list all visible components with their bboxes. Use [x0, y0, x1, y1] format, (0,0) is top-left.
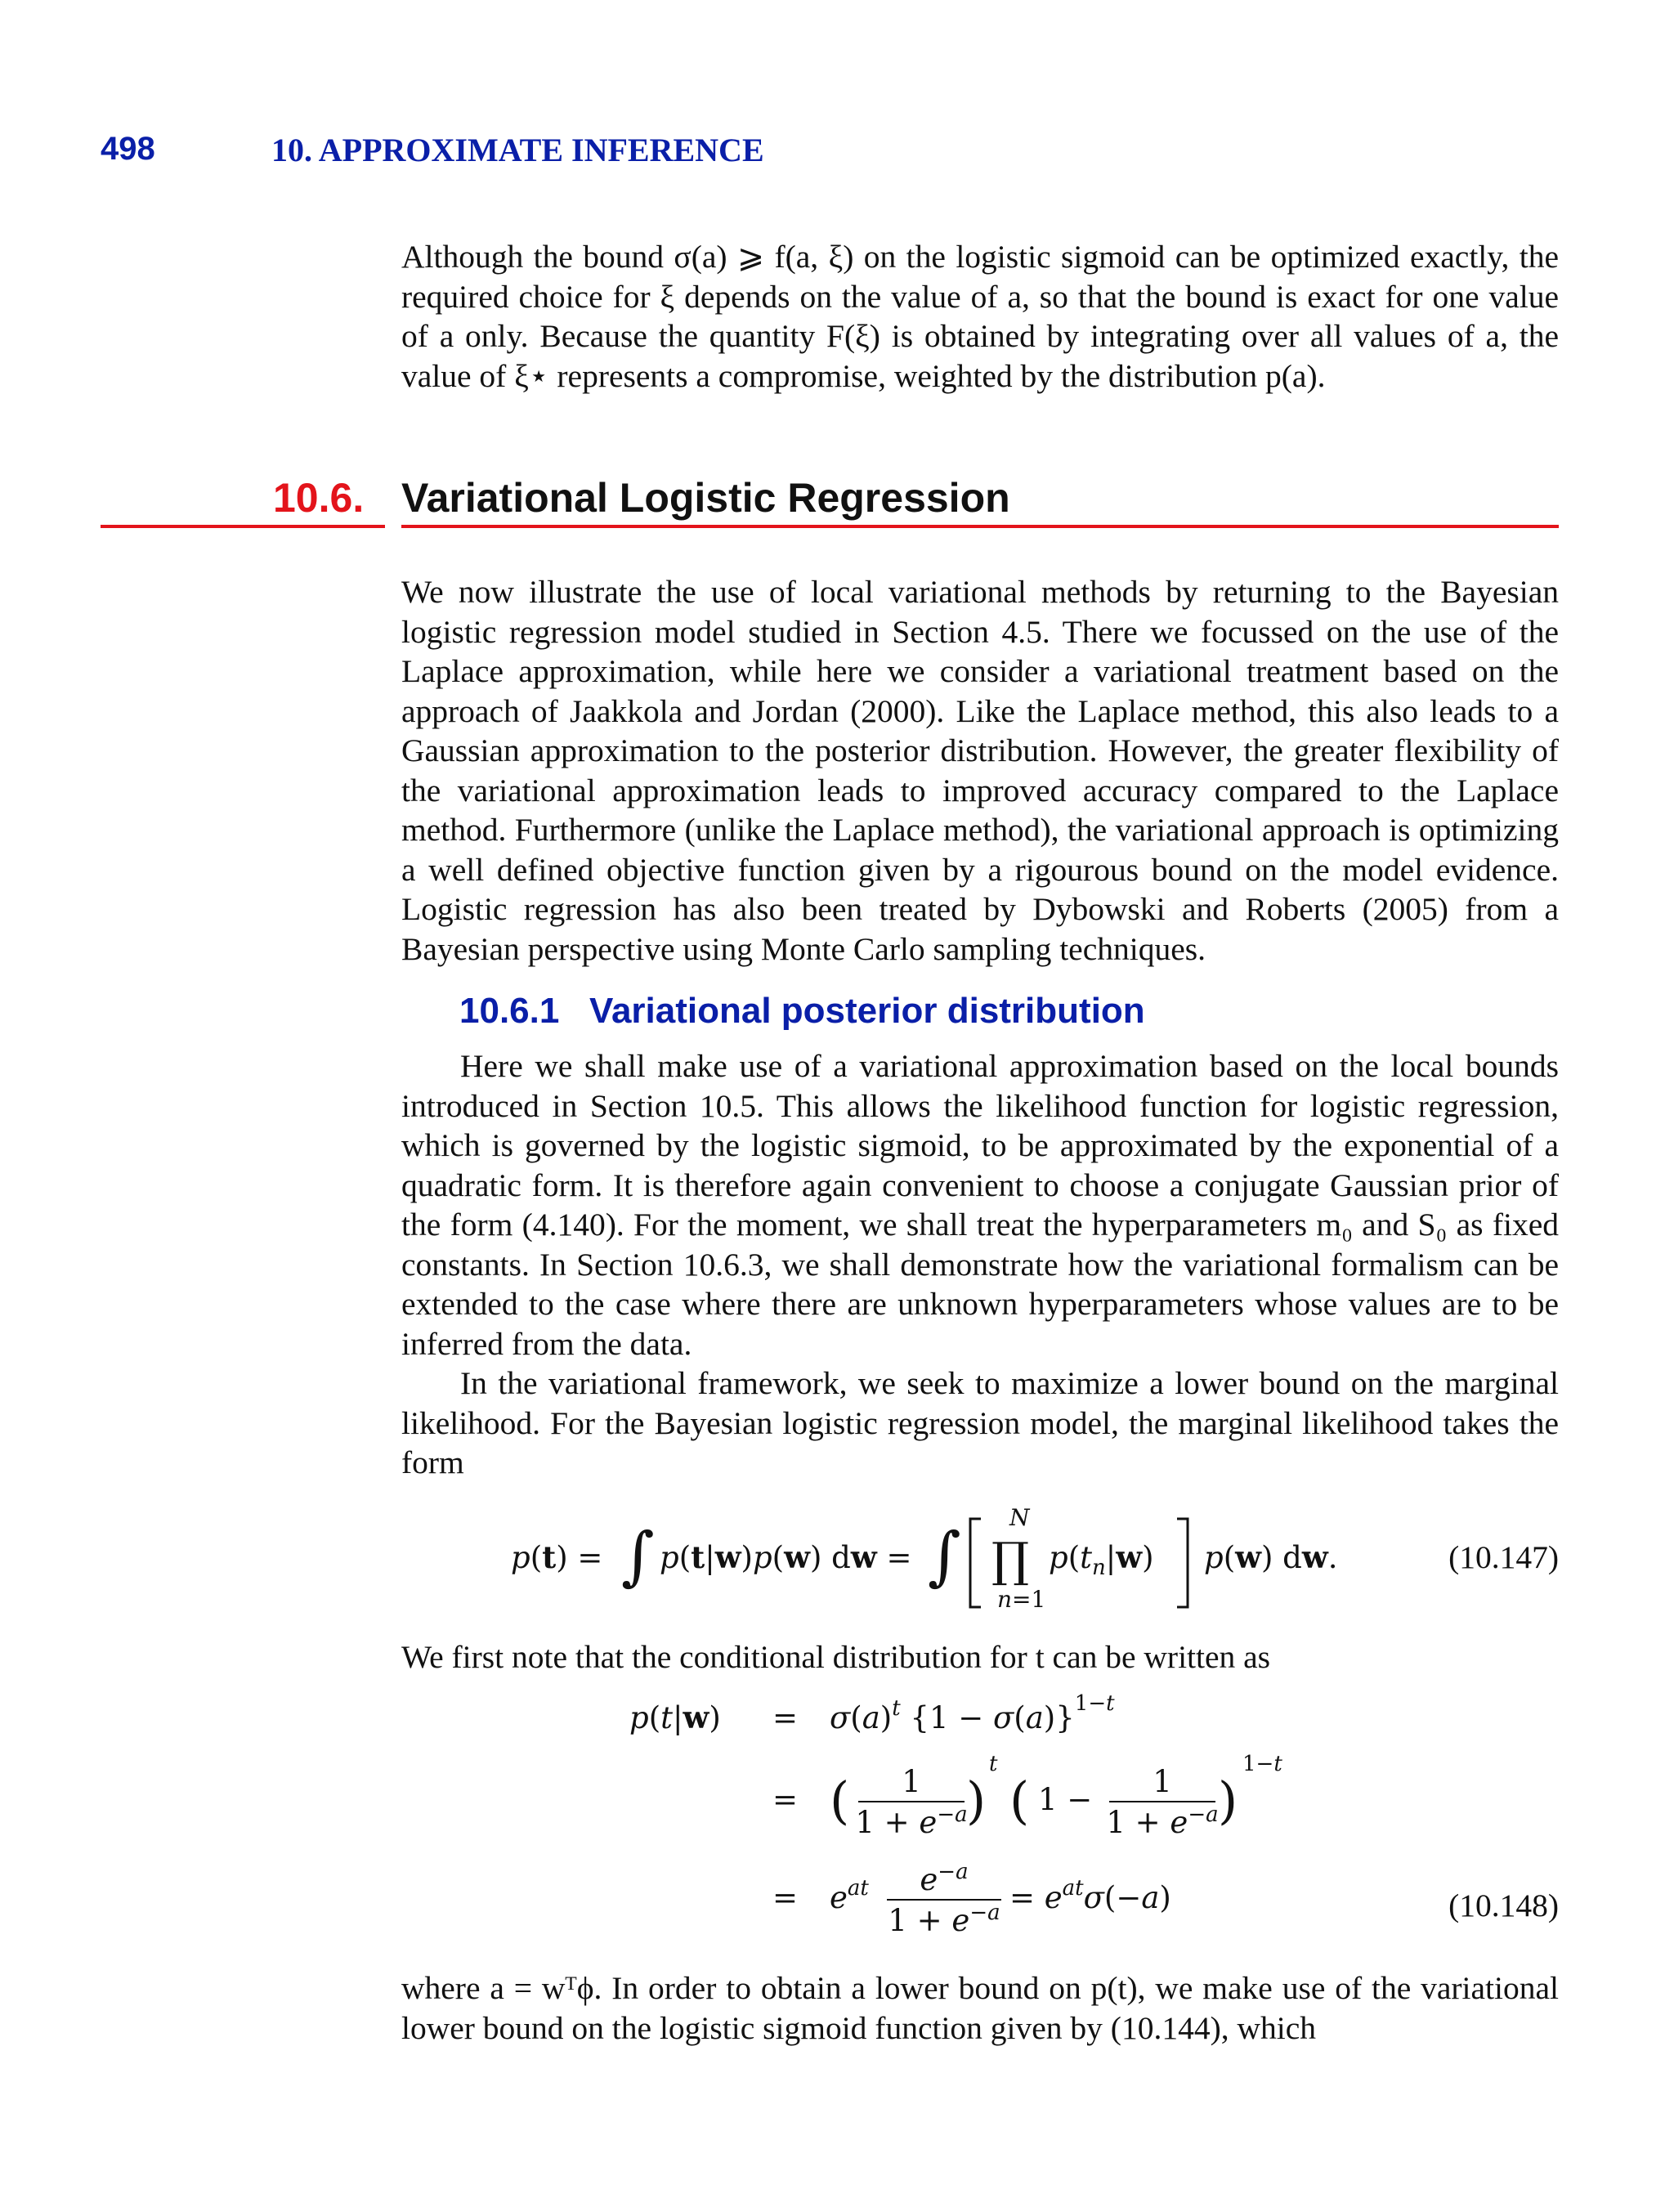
- svg-text:eat: $e^{at}$: [830, 1876, 869, 1915]
- svg-text:n=1: n=1: [997, 1586, 1046, 1613]
- equation-number-10-147: (10.147): [1448, 1539, 1559, 1575]
- subsection-paragraph-4: where a = wᵀϕ. In order to obtain a lower bound on p(t), we make use of the variational lower bound on the logistic sigmoid function given by (10.144), which: [401, 1970, 1559, 2046]
- svg-text:∫: ∫: [621, 1520, 655, 1593]
- svg-text:1 + e−a: 1 + e−a: [855, 1802, 968, 1840]
- svg-text:t: t: [989, 1752, 998, 1776]
- svg-text:∫: ∫: [928, 1520, 961, 1593]
- equation-10-148: [629, 1686, 1365, 1946]
- subsection-heading: [459, 991, 1145, 1032]
- svg-text:): ): [1218, 1771, 1238, 1830]
- svg-text:p(t|w): p(t|w): [629, 1699, 721, 1735]
- svg-text:p(t|w)p(w) dw =: p(t|w)p(w) dw =: [660, 1539, 912, 1575]
- equation-10-148-graphic: [629, 1686, 1365, 1939]
- svg-text:=: =: [772, 1700, 799, 1735]
- svg-text:1: 1: [902, 1764, 921, 1799]
- svg-text:= eatσ(−a): = $e^{at}\sigma(-a)$: [1009, 1876, 1171, 1915]
- svg-text:1 −: 1 −: [1038, 1782, 1093, 1817]
- subsection-paragraph-2: In the variational framework, we seek to maximize a lower bound on the marginal likelihood. For the Bayesian logistic regression model, the marginal likelihood takes the form: [401, 1365, 1559, 1480]
- subsection-paragraph-1: Here we shall make use of a variational approximation based on the local bounds introduced in Section 10.5. This allows the likelihood function for logistic regression, which is governed by the logistic sigmoid, to be approximated by the exponential of a quadratic form. It is therefore again convenient to choose a conjugate Gaussian prior of the form (4.140). For the moment, we shall treat the hyperparameters m₀ and S₀ as fixed constants. In Section 10.6.3, we shall demonstrate how the variational formalism can be extended to the case where there are unknown hyperparameters whose values are to be inferred from the data.: [401, 1048, 1559, 1362]
- section-number: 10.6.: [273, 475, 365, 521]
- svg-text:(: (: [830, 1771, 850, 1830]
- svg-text:=: =: [772, 1782, 799, 1817]
- equation-10-147-graphic: [511, 1502, 1451, 1625]
- svg-text:p(w) dw.: p(w) dw.: [1204, 1539, 1338, 1575]
- svg-text:1: 1: [1153, 1764, 1172, 1799]
- intro-paragraph: Although the bound σ(a) ⩾ f(a, ξ) on the logistic sigmoid can be optimized exactly, the required choice for ξ depends on the value of a, so that the bound is exact for one value of a only. Because the quantity F(ξ) is obtained by integrating over all values of a, the value of ξ⋆ represents a compromise, weighted by the distribution p(a).: [401, 239, 1559, 394]
- subsection-title: Variational posterior distribution: [589, 991, 1145, 1031]
- page-number: 498: [101, 131, 155, 167]
- svg-text:1 + e−a: 1 + e−a: [888, 1901, 1000, 1938]
- svg-text:p(tn|w): $p(t_n|w)$: [1049, 1539, 1154, 1580]
- subsection-paragraph-3: We first note that the conditional distribution for t can be written as: [401, 1639, 1271, 1675]
- svg-text:): ): [966, 1771, 987, 1830]
- svg-text:(: (: [1009, 1771, 1030, 1830]
- svg-text:N: N: [1009, 1504, 1030, 1531]
- equation-number-10-148: (10.148): [1448, 1887, 1559, 1923]
- svg-text:e−a: e−a: [920, 1860, 969, 1897]
- section-paragraph: We now illustrate the use of local variational methods by returning to the Bayesian logistic regression model studied in Section 4.5. There we focussed on the use of the Laplace approximation, while here we consider a variational treatment based on the approach of Jaakkola and Jordan (2000). Like the Laplace method, this also leads to a Gaussian approximation to the posterior distribution. However, the greater flexibility of the variational approximation leads to improved accuracy compared to the Laplace method. Furthermore (unlike the Laplace method), the variational approach is optimizing a well defined objective function given by a rigourous bound on the model evidence. Logistic regression has also been treated by Dybowski and Roberts (2005) from a Bayesian perspective using Monte Carlo sampling techniques.: [401, 574, 1559, 967]
- equation-10-147: [511, 1502, 1451, 1632]
- chapter-header: 10. APPROXIMATE INFERENCE: [271, 132, 764, 168]
- svg-text:1 + e−a: 1 + e−a: [1106, 1802, 1219, 1840]
- subsection-number: 10.6.1: [459, 991, 560, 1031]
- svg-text:σ(a)t {1 − σ(a)}1−t: $\sigma(a)^t$ $\{1 - \sigma(a)\}^{1-}t$: [830, 1691, 1115, 1735]
- section-rule-right: [401, 525, 1559, 528]
- svg-text:p(t) =: p(t) =: [511, 1539, 603, 1575]
- svg-text:1−t: 1−t: [1242, 1752, 1282, 1776]
- svg-text:=: =: [772, 1880, 799, 1915]
- section-rule-left: [101, 525, 385, 528]
- section-title: Variational Logistic Regression: [401, 475, 1010, 521]
- svg-text:∏: ∏: [991, 1532, 1030, 1587]
